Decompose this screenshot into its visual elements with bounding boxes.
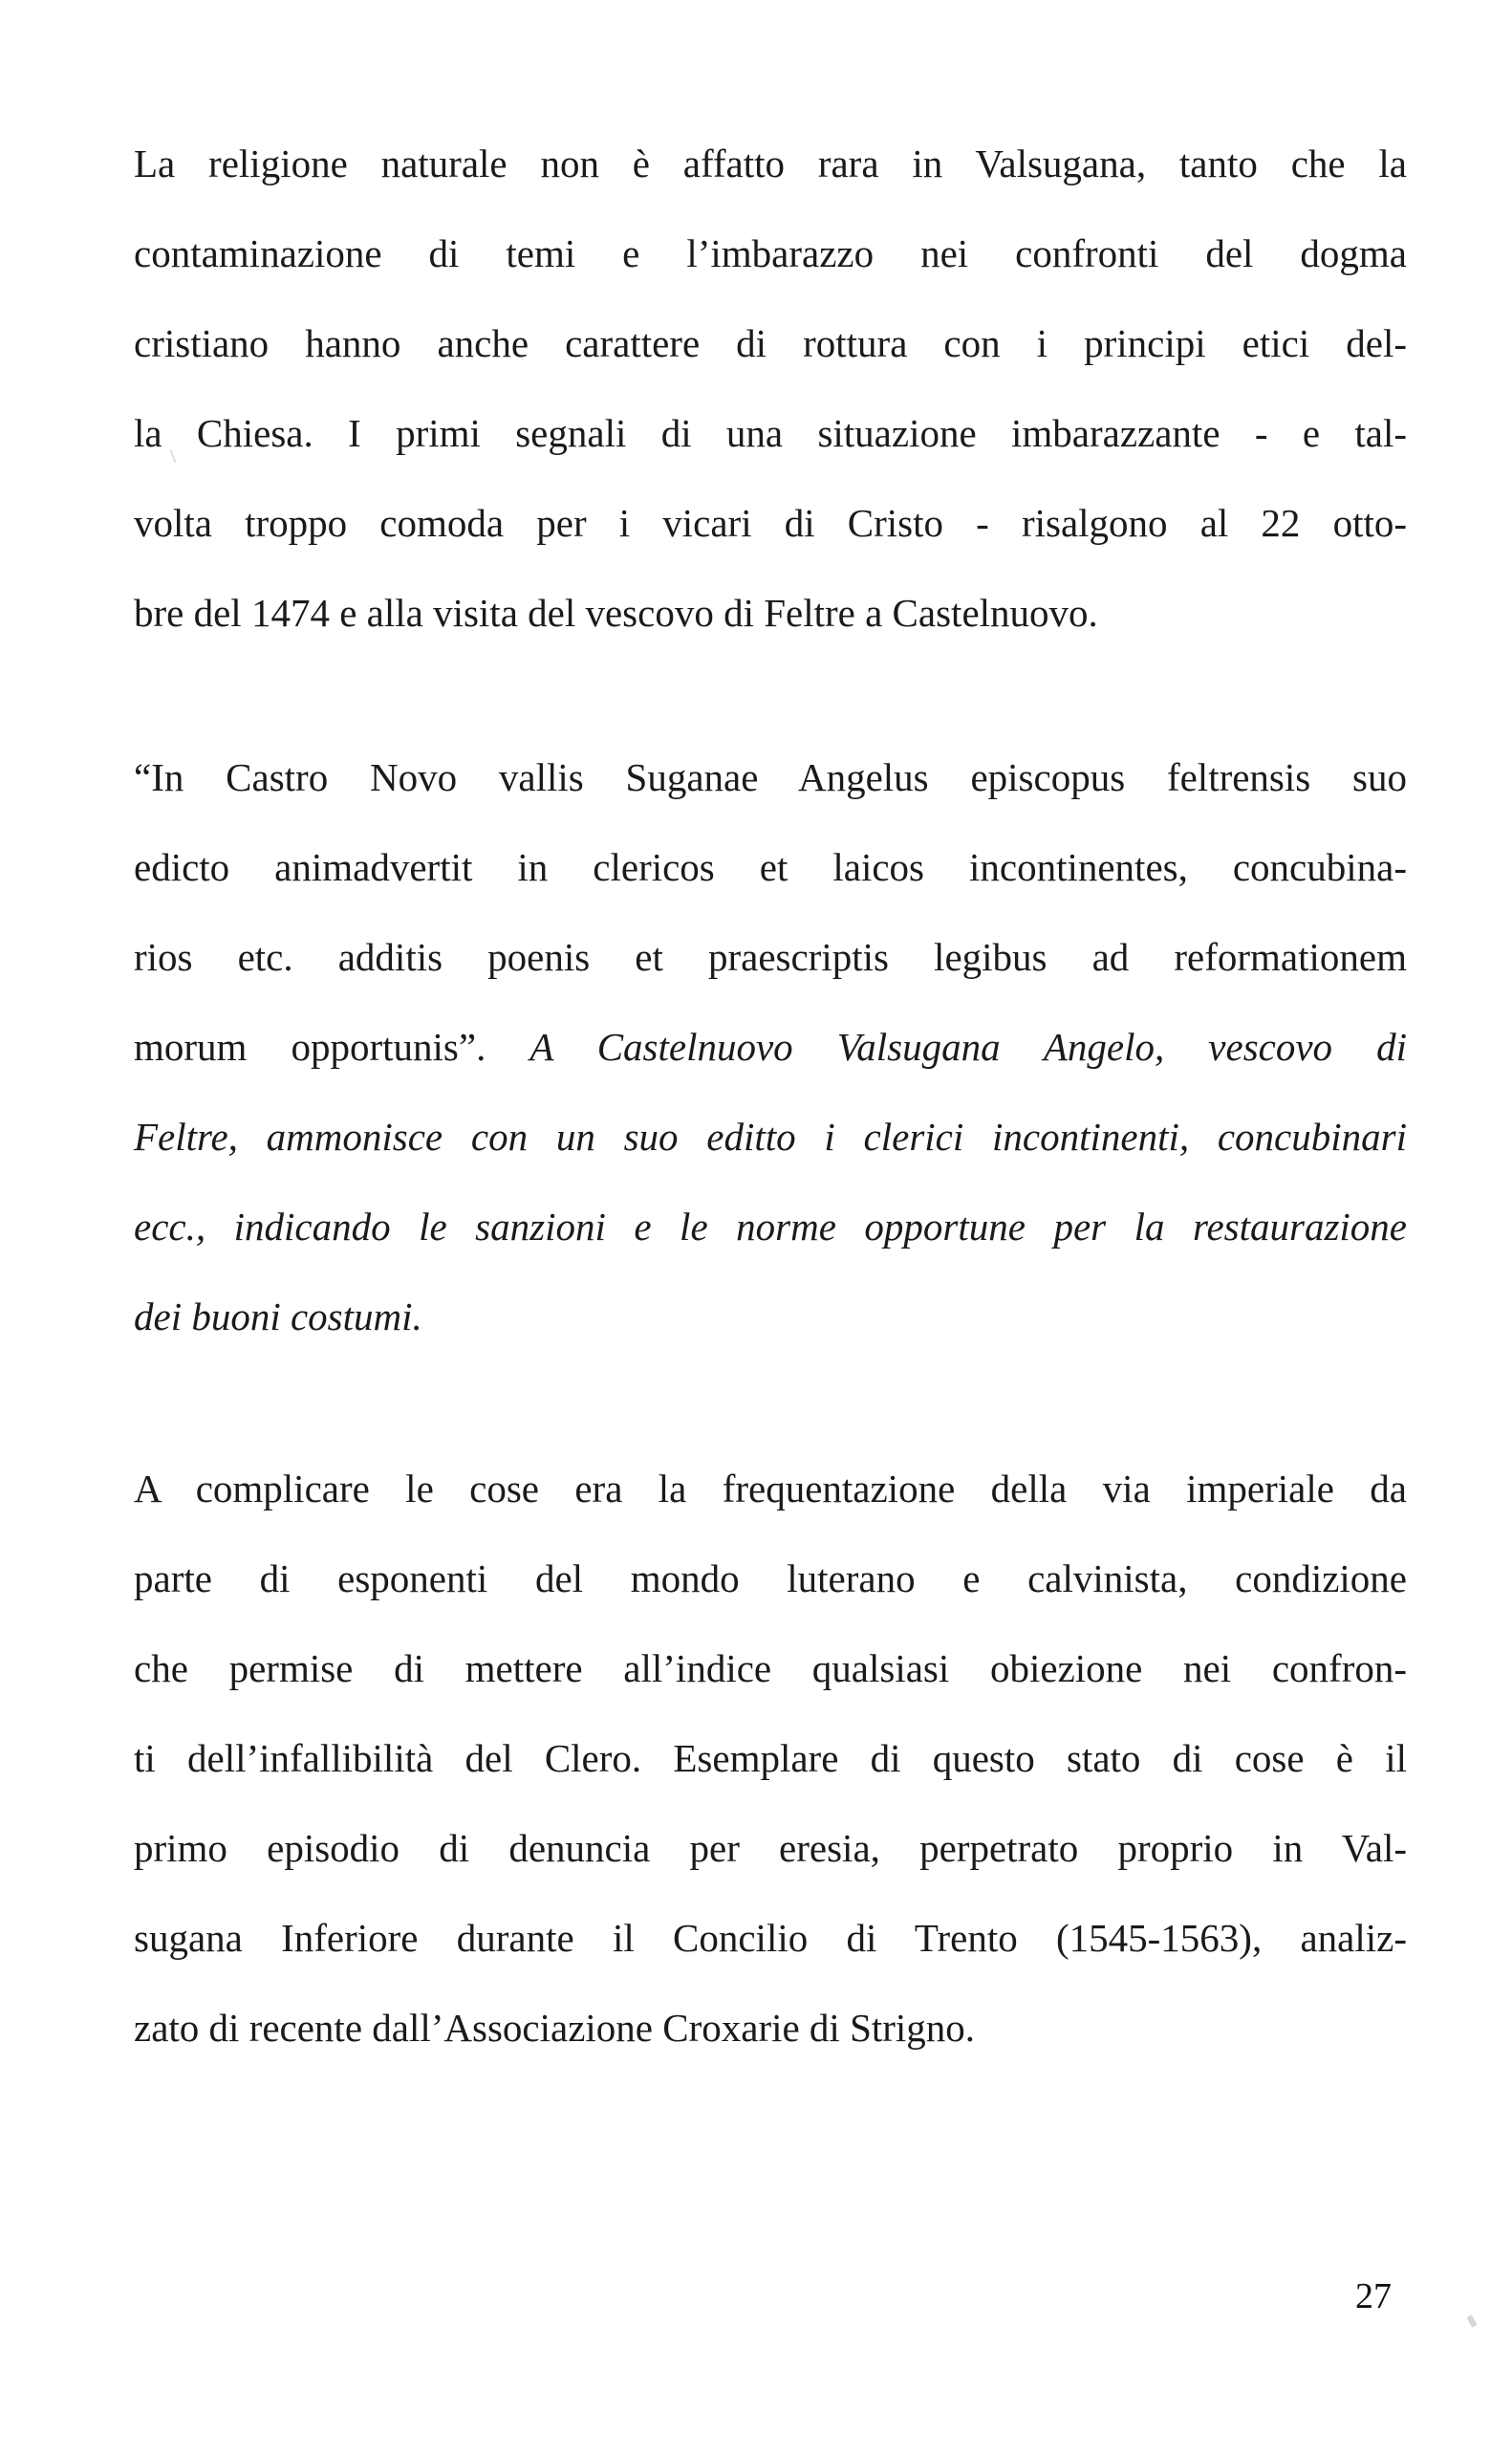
text-line: contaminazione di temi e l’imbarazzo nei confronti del dogma xyxy=(134,231,1407,275)
text-line: zato di recente dall’Associazione Croxarie di Strigno. xyxy=(134,2006,976,2050)
text-line: A complicare le cose era la frequentazione della via imperiale da xyxy=(134,1467,1407,1511)
text-line: cristiano hanno anche carattere di rottura con i principi etici del- xyxy=(134,321,1407,365)
paragraph-via-imperiale xyxy=(134,1444,1407,2073)
page-number: 27 xyxy=(1355,2276,1392,2316)
latin-quote-text: rios etc. additis poenis et praescriptis legibus ad reformationem xyxy=(134,935,1407,979)
italian-translation-text: ecc., indicando le sanzioni e le norme opportune per la restaurazione xyxy=(134,1205,1407,1249)
text-line xyxy=(134,1002,1407,1092)
latin-quote-text: morum opportunis”. xyxy=(134,1025,530,1069)
scan-speck xyxy=(1466,2315,1477,2327)
italian-translation-text: dei buoni costumi. xyxy=(134,1294,422,1338)
paragraph-religione-naturale xyxy=(134,119,1407,658)
text-line: sugana Inferiore durante il Concilio di Trento (1545-1563), analiz- xyxy=(134,1916,1407,1960)
text-line: ti dell’infallibilità del Clero. Esemplare di questo stato di cose è il xyxy=(134,1736,1407,1780)
text-line: la Chiesa. I primi segnali di una situazione imbarazzante - e tal- xyxy=(134,411,1407,455)
latin-quote-text: “In Castro Novo vallis Suganae Angelus episcopus feltrensis suo xyxy=(134,755,1407,799)
text-line: volta troppo comoda per i vicari di Cristo - risalgono al 22 otto- xyxy=(134,501,1407,545)
text-line xyxy=(134,732,1407,822)
text-line xyxy=(134,1271,1407,1361)
text-line: bre del 1474 e alla visita del vescovo di Feltre a Castelnuovo. xyxy=(134,591,1098,635)
text-line: primo episodio di denuncia per eresia, perpetrato proprio in Val- xyxy=(134,1826,1407,1870)
text-line xyxy=(134,1182,1407,1271)
italian-translation-text: Feltre, ammonisce con un suo editto i clerici incontinenti, concubinari xyxy=(134,1115,1407,1159)
text-line: che permise di mettere all’indice qualsiasi obiezione nei confron- xyxy=(134,1646,1407,1690)
text-line xyxy=(134,912,1407,1002)
latin-quote-text: edicto animadvertit in clericos et laicos incontinentes, concubina- xyxy=(134,845,1407,889)
italian-translation-text: A Castelnuovo Valsugana Angelo, vescovo di xyxy=(529,1025,1407,1069)
text-line: La religione naturale non è affatto rara in Valsugana, tanto che la xyxy=(134,141,1407,185)
text-line xyxy=(134,1092,1407,1182)
text-line: parte di esponenti del mondo luterano e calvinista, condizione xyxy=(134,1556,1407,1600)
paragraph-latin-quote-with-translation xyxy=(134,732,1407,1361)
text-line xyxy=(134,822,1407,912)
